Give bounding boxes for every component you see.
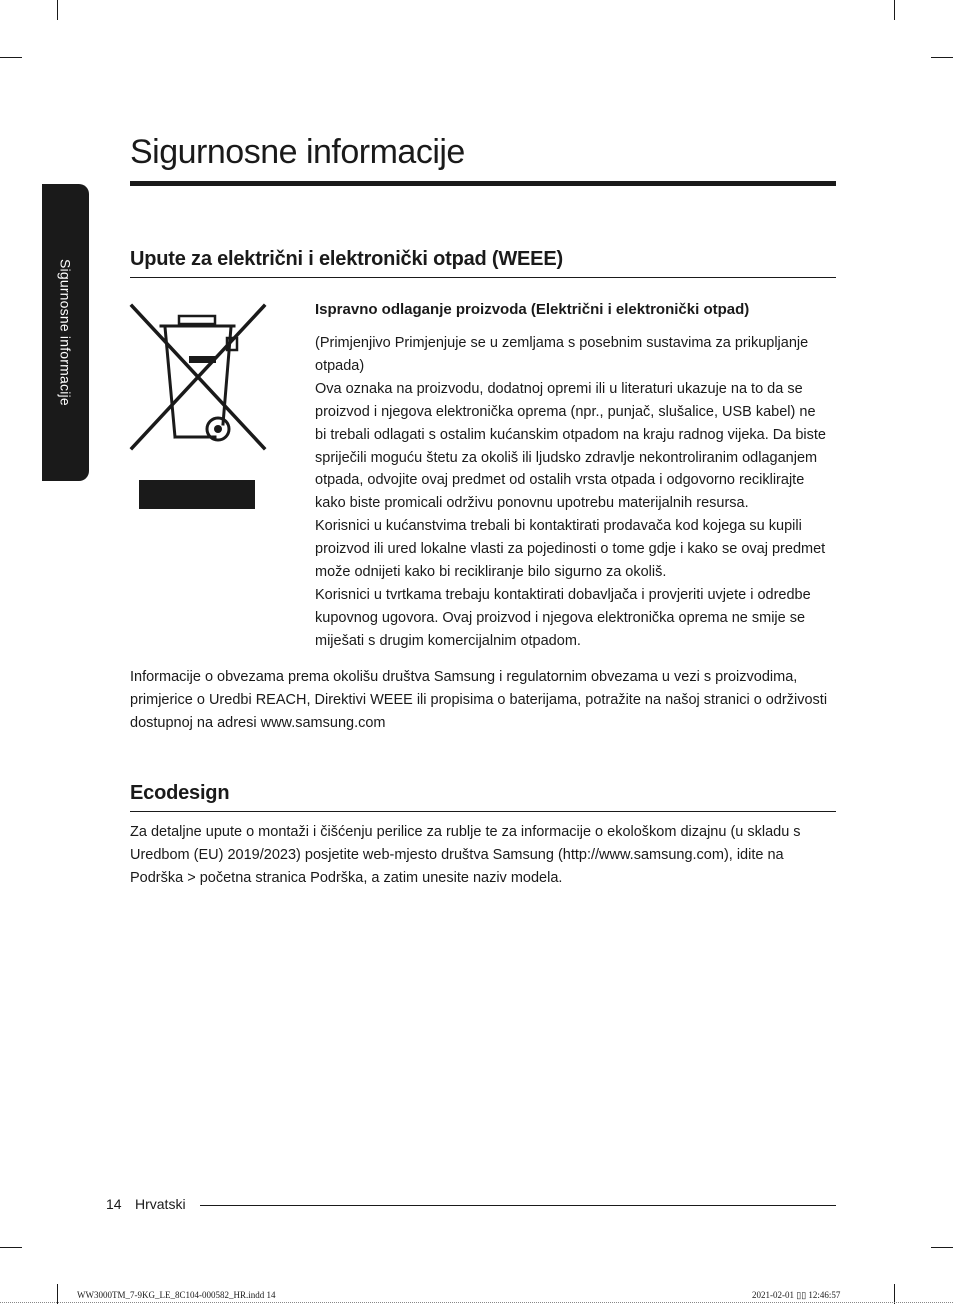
weee-heading: Upute za električni i elektronički otpad (WEEE) <box>130 248 563 270</box>
footer-rule <box>200 1205 836 1206</box>
slug-rule <box>0 1302 953 1303</box>
crop-mark <box>0 1247 22 1248</box>
weee-paragraph: Korisnici u tvrtkama trebaju kontaktirati dobavljača i provjeriti uvjete i odredbe kupovnog ugovora. Ovaj proizvod i njegova elektronička oprema ne smije se miješati s drugim komercijalnim otpadom. <box>315 586 811 649</box>
section-rule <box>130 811 836 812</box>
crop-mark <box>57 1284 58 1304</box>
weee-paragraph: Korisnici u kućanstvima trebali bi kontaktirati prodavača kod kojega su kupili proizvod ili ured lokalne vlasti za pojedinosti o tome gdje i kako se ovaj predmet može odnijeti kako bi recikliranje bilo sigurno za okoliš. <box>315 518 826 581</box>
title-rule <box>130 181 836 186</box>
crop-mark <box>57 0 58 20</box>
weee-body <box>315 332 830 653</box>
footer-language: Hrvatski <box>135 1196 186 1212</box>
weee-black-bar <box>139 480 255 509</box>
section-rule <box>130 277 836 278</box>
side-tab-text: Sigurnosne informacije <box>57 259 74 406</box>
crop-mark <box>931 1247 953 1248</box>
weee-subheading: Ispravno odlaganje proizvoda (Električni i elektronički otpad) <box>315 301 750 318</box>
print-slug-file: WW3000TM_7-9KG_LE_8C104-000582_HR.indd 14 <box>77 1290 276 1300</box>
crop-mark <box>894 1284 895 1304</box>
crossed-out-wheelie-bin-icon <box>129 303 268 455</box>
page-number: 14 <box>106 1196 122 1212</box>
crop-mark <box>931 57 953 58</box>
page-title: Sigurnosne informacije <box>130 133 465 171</box>
ecodesign-heading: Ecodesign <box>130 782 230 804</box>
crop-mark <box>0 57 22 58</box>
weee-info-paragraph: Informacije o obvezama prema okolišu društva Samsung i regulatornim obvezama u vezi s proizvodima, primjerice o Uredbi REACH, Direktivi WEEE ili propisima o baterijama, potražite na našoj stranici o održivosti dostupnoj na adresi www.samsung.com <box>130 669 828 731</box>
ecodesign-paragraph: Za detaljne upute o montaži i čišćenju perilice za rublje te za informacije o ekološkom dizajnu (u skladu s Uredbom (EU) 2019/2023) posjetite web-mjesto društva Samsung (http://www.samsung.com), idite na Podrška > početna stranica Podrška, a zatim unesite naziv modela. <box>130 824 801 886</box>
print-slug-date: 2021-02-01 ▯▯ 12:46:57 <box>752 1290 841 1300</box>
weee-paragraph: (Primjenjivo Primjenjuje se u zemljama s posebnim sustavima za prikupljanje otpada) <box>315 335 809 374</box>
weee-paragraph: Ova oznaka na proizvodu, dodatnoj opremi ili u literaturi ukazuje na to da se proizvod i njegova elektronička oprema (npr., punjač, slušalice, USB kabel) ne bi trebali odlagati s ostalim kućanskim otpadom na kraju radnog vijeka. Da biste spriječili moguću štetu za okoliš ili ljudsko zdravlje nekontroliranim odlaganjem otpada, odvojite ovaj predmet od ostalih vrsta otpada i odgovorno reciklirajte kako biste promicali održivu ponovnu upotrebu materijalnih resursa. <box>315 380 826 512</box>
crop-mark <box>894 0 895 20</box>
side-tab-label <box>42 184 89 481</box>
